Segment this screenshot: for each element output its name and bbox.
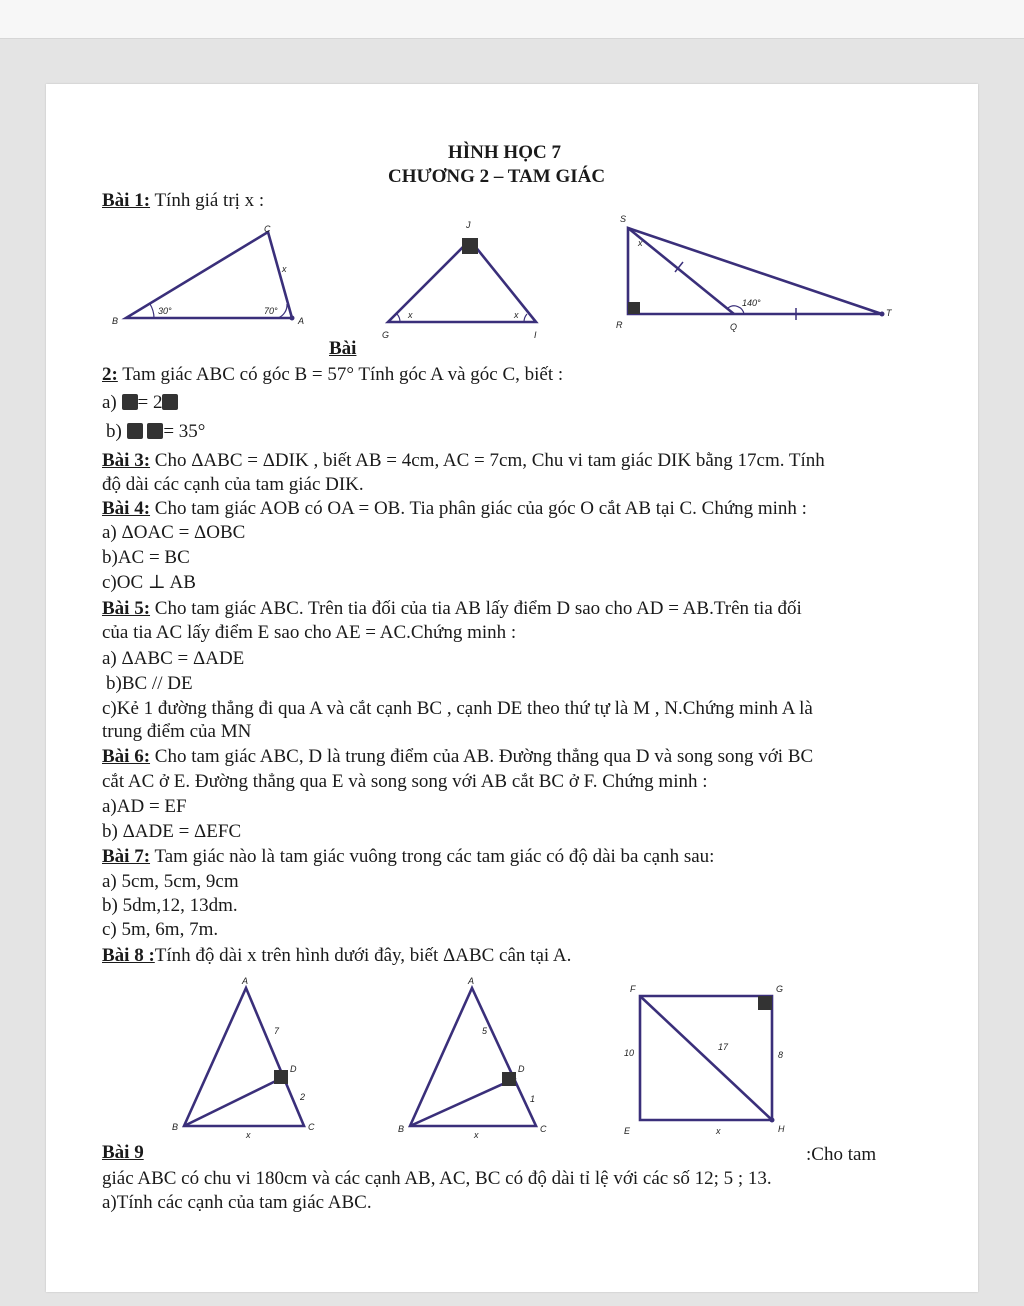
bai5-item-a: a) ΔABC = ΔADE (102, 648, 245, 669)
bai8-fig1-vertex-b: B (172, 1122, 179, 1132)
bai4-item-a: a) ΔOAC = ΔOBC (102, 522, 246, 543)
bai8-fig1-label-x: x (246, 1130, 251, 1140)
bai5-item-c: c)Kẻ 1 đường thẳng đi qua A và cắt cạnh BC , cạnh DE theo thứ tự là M , N.Chứng minh A là (102, 698, 813, 719)
bai2-b-text: = 35° (163, 421, 206, 442)
bai8-fig3-right-angle-mark (758, 996, 772, 1010)
bai8-fig3-label-x: x (716, 1126, 721, 1136)
bai1-fig2-vertex-g: G (382, 330, 390, 340)
bai8-fig3-vertex-f: F (630, 984, 636, 994)
bai1-fig3-side-x: x (638, 238, 643, 248)
bai1-fig3-vertex-r: R (616, 320, 623, 330)
bai7-text: Tam giác nào là tam giác vuông trong các tam giác có độ dài ba cạnh sau: (150, 846, 715, 867)
bai5-item-b: b)BC // DE (106, 673, 193, 694)
bai1-label: Bài 1: (102, 190, 151, 211)
bai8-fig2-label-5: 5 (482, 1026, 488, 1036)
bai8-fig1-label-7: 7 (274, 1026, 280, 1036)
bai8-fig1-vertex-a: A (242, 976, 249, 986)
angle-symbol-icon (122, 394, 138, 410)
bai1-fig1-angle-b: 30° (158, 306, 172, 316)
angle-symbol-icon (127, 423, 143, 439)
bai1-fig3-angle-140: 140° (742, 298, 761, 308)
bai8-fig3-label-10: 10 (624, 1048, 635, 1058)
angle-symbol-icon (162, 394, 178, 410)
bai8-fig3-point-h (770, 1118, 775, 1123)
bai8-fig3-vertex-h: H (778, 1124, 785, 1134)
bai8-fig3-label-8: 8 (778, 1050, 784, 1060)
angle-symbol-icon (147, 423, 163, 439)
bai6-label: Bài 6: (102, 746, 151, 767)
bai8-fig1-segment-bd (184, 1076, 286, 1126)
bai1-fig3-vertex-s: S (620, 214, 627, 224)
bai2-text: Tam giác ABC có góc B = 57° Tính góc A và góc C, biết : (117, 364, 564, 385)
bai1-fig1-vertex-b: B (112, 316, 119, 326)
bai2-label: 2: (102, 364, 118, 385)
bai8-heading (102, 945, 571, 967)
bai1-figure-triangle-abc (106, 222, 306, 332)
bai4-item-c: c)OC ⊥ AB (102, 572, 196, 593)
bai8-fig1-triangle (184, 988, 304, 1126)
bai8-fig1-right-angle-mark (274, 1070, 288, 1084)
bai8-fig2-label-x: x (474, 1130, 479, 1140)
bai2-heading (102, 364, 563, 386)
bai8-label: Bài 8 : (102, 945, 155, 966)
bai3-line-1 (102, 450, 825, 472)
bai1-fig1-vertex-a: A (298, 316, 305, 326)
bai8-fig3-label-17: 17 (718, 1042, 729, 1052)
page-title: HÌNH HỌC 7 (448, 142, 561, 163)
bai5-line-1 (102, 598, 802, 620)
bai5-label: Bài 5: (102, 598, 151, 619)
bai4-heading (102, 498, 807, 520)
document-page (46, 84, 978, 1292)
bai4-label: Bài 4: (102, 498, 151, 519)
bai1-fig1-angle-a-arc (278, 304, 287, 318)
bai8-fig2-vertex-b: B (398, 1124, 405, 1134)
bai1-fig3-vertex-q: Q (730, 322, 738, 332)
bai1-fig1-vertex-c: C (264, 224, 271, 234)
bai1-text: Tính giá trị x : (150, 190, 265, 211)
bai5-line-2: của tia AC lấy điểm E sao cho AE = AC.Chứng minh : (102, 622, 517, 643)
bai4-text: Cho tam giác AOB có OA = OB. Tia phân giác của góc O cắt AB tại C. Chứng minh : (150, 498, 807, 519)
bai5-text-1: Cho tam giác ABC. Trên tia đối của tia AB lấy điểm D sao cho AD = AB.Trên tia đối (150, 598, 802, 619)
bai7-heading (102, 846, 714, 868)
bai1-fig2-right-angle-mark (462, 238, 478, 254)
bai1-figure-triangle-jgi (374, 216, 544, 346)
bai8-fig1-vertex-d: D (290, 1064, 297, 1074)
bai9-line-2: giác ABC có chu vi 180cm và các cạnh AB, AC, BC có độ dài tỉ lệ với các số 12; 5 ; 13. (102, 1168, 772, 1189)
bai1-fig1-side-x: x (282, 264, 287, 274)
chapter-title: CHƯƠNG 2 – TAM GIÁC (388, 166, 606, 187)
bai7-item-a: a) 5cm, 5cm, 9cm (102, 871, 239, 892)
bai8-fig2-vertex-a: A (468, 976, 475, 986)
bai4-item-b: b)AC = BC (102, 547, 190, 568)
bai2-a-label: a) (102, 392, 122, 413)
bai1-fig2-angle-label-1: x (408, 310, 413, 320)
bai8-fig2-segment-bd (410, 1078, 516, 1126)
bai7-item-c: c) 5m, 6m, 7m. (102, 919, 219, 940)
bai1-fig2-angle-label-2: x (514, 310, 519, 320)
bai6-line-2: cắt AC ở E. Đường thẳng qua E và song song với AB cắt BC ở F. Chứng minh : (102, 771, 708, 792)
bai6-text-1: Cho tam giác ABC, D là trung điểm của AB. Đường thẳng qua D và song song với BC (150, 746, 814, 767)
bai2-item-a (102, 392, 178, 414)
bai8-fig2-triangle (410, 988, 536, 1126)
bai7-label: Bài 7: (102, 846, 151, 867)
bai8-fig3-vertex-e: E (624, 1126, 631, 1136)
bai1-fig2-vertex-j: J (466, 220, 471, 230)
bai6-item-a: a)AD = EF (102, 796, 187, 817)
bai1-fig3-segment-sq (628, 228, 734, 314)
bai1-fig3-vertex-t: T (886, 308, 892, 318)
bai2-a-text: = 2 (137, 392, 163, 413)
bai1-fig1-angle-a: 70° (264, 306, 278, 316)
bai6-line-1 (102, 746, 813, 768)
bai2-item-b (106, 421, 205, 443)
bai8-fig3-vertex-g: G (776, 984, 784, 994)
bai9-tail: :Cho tam (806, 1144, 877, 1165)
bai3-text-1: Cho ΔABC = ΔDIK , biết AB = 4cm, AC = 7cm, Chu vi tam giác DIK bằng 17cm. Tính (150, 450, 825, 471)
bai8-figure-2 (396, 978, 556, 1138)
bai1-fig1-angle-b-arc (150, 304, 154, 318)
bai1-fig3-right-angle-mark (628, 302, 640, 314)
bai5-item-c-cont: trung điểm của MN (102, 721, 252, 742)
bai1-fig3-point-t (880, 312, 885, 317)
bai8-fig2-vertex-c: C (540, 1124, 547, 1134)
bai8-fig1-vertex-c: C (308, 1122, 315, 1132)
bai8-fig2-right-angle-mark (502, 1072, 516, 1086)
bai8-figure-3 (620, 980, 790, 1140)
bai6-item-b: b) ΔADE = ΔEFC (102, 821, 242, 842)
bai1-fig2-vertex-i: I (534, 330, 537, 340)
bai9-label: Bài 9 (102, 1142, 144, 1163)
bai3-label: Bài 3: (102, 450, 151, 471)
bai7-item-b: b) 5dm,12, 13dm. (102, 895, 238, 916)
bai1-heading (102, 190, 264, 212)
bai9-line-3: a)Tính các cạnh của tam giác ABC. (102, 1192, 372, 1213)
bai8-fig1-label-2: 2 (300, 1092, 306, 1102)
bai8-fig3-diagonal-fh (640, 996, 772, 1120)
bai2-b-label: b) (106, 421, 127, 442)
bai8-fig2-label-1: 1 (530, 1094, 536, 1104)
bai8-fig2-vertex-d: D (518, 1064, 525, 1074)
bai3-line-2: độ dài các cạnh của tam giác DIK. (102, 474, 364, 495)
bai2-label-top: Bài (329, 338, 357, 359)
browser-top-strip (0, 0, 1024, 39)
bai8-text: Tính độ dài x trên hình dưới đây, biết ΔABC cân tại A. (154, 945, 572, 966)
bai8-figure-1 (170, 978, 330, 1138)
bai1-figure-triangle-srt (612, 212, 902, 332)
bai1-fig1-point-a (290, 316, 295, 321)
